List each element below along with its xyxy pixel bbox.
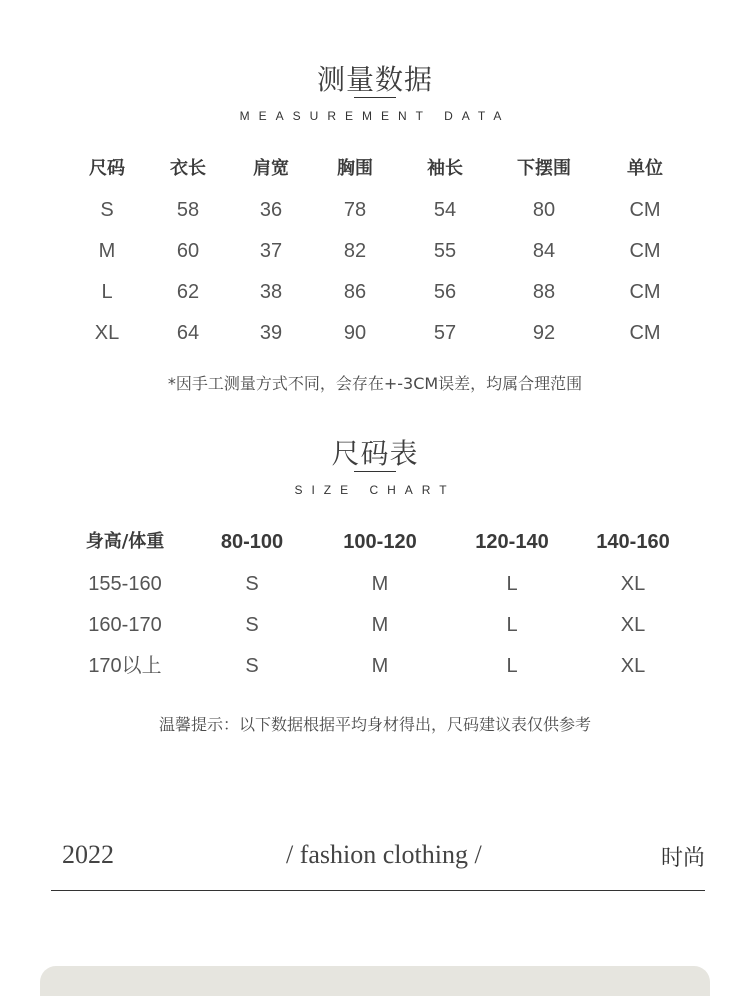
cell-size: S <box>100 199 114 221</box>
header-weight-120-140: 120-140 <box>475 531 549 553</box>
cell-shoulder: 38 <box>259 281 283 303</box>
header-weight-80-100: 80-100 <box>220 531 284 553</box>
cell-hem: 88 <box>532 281 556 303</box>
size-chart-note: 温馨提示：以下数据根据平均身材得出，尺码建议表仅供参考 <box>158 715 591 734</box>
bottom-decorative-band <box>40 966 710 996</box>
cell-sleeve: 55 <box>433 240 457 262</box>
measurement-subtitle: MEASUREMENT DATA <box>239 109 511 123</box>
cell-size: XL <box>620 655 646 677</box>
cell-shoulder: 36 <box>259 199 283 221</box>
header-length: 衣长 <box>170 158 206 179</box>
cell-chest: 82 <box>343 240 367 262</box>
cell-shoulder: 37 <box>259 240 283 262</box>
cell-length: 58 <box>176 199 200 221</box>
table-row <box>0 277 750 307</box>
cell-height: 170以上 <box>88 655 162 677</box>
table-row <box>0 569 750 599</box>
cell-length: 60 <box>176 240 200 262</box>
measurement-header-row <box>0 154 750 184</box>
header-unit: 单位 <box>627 158 663 179</box>
header-shoulder: 肩宽 <box>253 158 289 179</box>
cell-shoulder: 39 <box>259 322 283 344</box>
size-chart-subtitle: SIZE CHART <box>294 483 456 497</box>
header-weight-140-160: 140-160 <box>596 531 670 553</box>
header-sleeve: 袖长 <box>427 158 463 179</box>
cell-sleeve: 57 <box>433 322 457 344</box>
table-row <box>0 195 750 225</box>
size-chart-header-row <box>0 527 750 557</box>
cell-sleeve: 56 <box>433 281 457 303</box>
cell-size: M <box>371 614 389 636</box>
measurement-title-underline <box>354 97 396 98</box>
header-hem: 下摆围 <box>517 158 571 179</box>
cell-length: 62 <box>176 281 200 303</box>
footer-label: 时尚 <box>661 846 706 871</box>
cell-size: XL <box>620 614 646 636</box>
size-chart-title: 尺码表 <box>331 437 419 470</box>
cell-hem: 80 <box>532 199 556 221</box>
cell-chest: 78 <box>343 199 367 221</box>
header-height-weight: 身高/体重 <box>85 531 165 552</box>
cell-unit: CM <box>629 240 661 262</box>
cell-size: M <box>371 655 389 677</box>
cell-size: S <box>245 655 259 677</box>
cell-size: M <box>98 240 116 262</box>
cell-size: S <box>245 573 259 595</box>
footer-tagline: / fashion clothing / <box>286 840 482 869</box>
table-row <box>0 610 750 640</box>
cell-size: XL <box>620 573 646 595</box>
header-weight-100-120: 100-120 <box>343 531 417 553</box>
cell-size: XL <box>94 322 120 344</box>
header-size: 尺码 <box>89 158 125 179</box>
cell-unit: CM <box>629 199 661 221</box>
cell-unit: CM <box>629 322 661 344</box>
cell-size: L <box>506 573 518 595</box>
cell-size: L <box>506 655 518 677</box>
cell-unit: CM <box>629 281 661 303</box>
size-chart-title-underline <box>354 471 396 472</box>
table-row <box>0 236 750 266</box>
cell-height: 155-160 <box>88 573 162 595</box>
cell-size: L <box>101 281 113 303</box>
measurement-title: 测量数据 <box>316 63 433 96</box>
cell-sleeve: 54 <box>433 199 457 221</box>
cell-size: L <box>506 614 518 636</box>
cell-size: S <box>245 614 259 636</box>
cell-height: 160-170 <box>88 614 162 636</box>
cell-chest: 86 <box>343 281 367 303</box>
cell-length: 64 <box>176 322 200 344</box>
table-row <box>0 651 750 681</box>
cell-size: M <box>371 573 389 595</box>
footer-divider <box>51 890 705 891</box>
table-row <box>0 318 750 348</box>
cell-chest: 90 <box>343 322 367 344</box>
header-chest: 胸围 <box>337 158 373 179</box>
measurement-note: *因手工测量方式不同，会存在+-3CM误差，均属合理范围 <box>167 374 583 393</box>
cell-hem: 84 <box>532 240 556 262</box>
cell-hem: 92 <box>532 322 556 344</box>
footer-year: 2022 <box>62 840 114 869</box>
